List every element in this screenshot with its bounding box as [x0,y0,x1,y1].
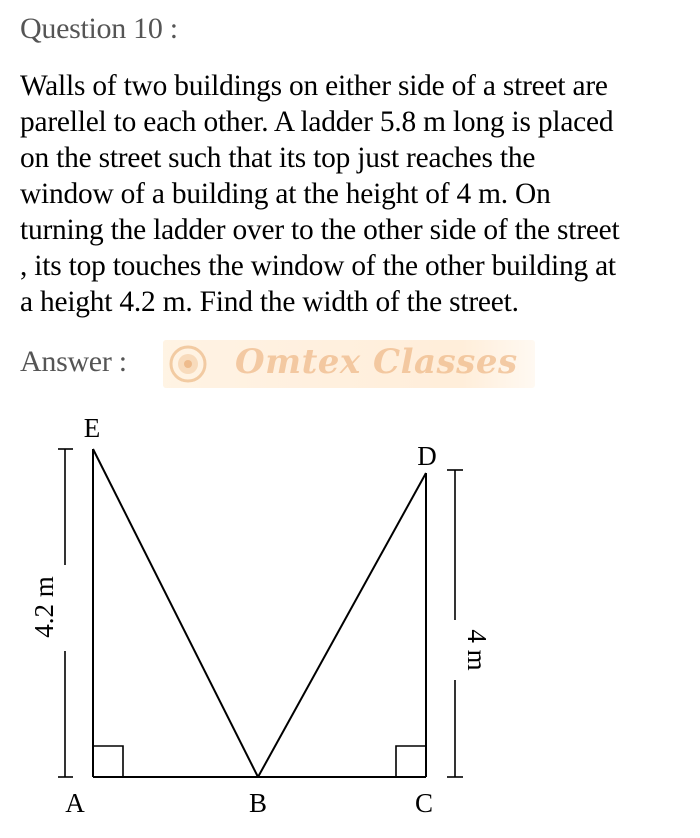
point-label-d: D [417,441,437,471]
ladder-left [93,449,258,777]
watermark-text: Omtex Classes [235,342,518,382]
question-line: window of a building at the height of 4 m. On [20,178,551,210]
ladder-right [258,473,426,777]
point-label-b: B [248,788,268,818]
point-label-a: A [65,788,85,818]
question-line: Walls of two buildings on either side of a street are [20,70,608,102]
question-line: parellel to each other. A ladder 5.8 m long is placed [20,106,614,138]
left-height-label: 4.2 m [29,576,60,638]
right-angle-mark-c [396,746,426,777]
question-heading: Question 10 : [20,12,178,45]
right-height-label: 4 m [461,629,492,671]
point-label-e: E [83,413,101,443]
point-label-c: C [414,788,434,818]
answer-label: Answer : [20,345,127,378]
question-line: on the street such that its top just reaches the [20,142,536,174]
question-line: turning the ladder over to the other side of the street [20,214,620,246]
question-line: , its top touches the window of the other building at [20,250,616,282]
question-line: a height 4.2 m. Find the width of the street. [20,286,519,318]
right-angle-mark-a [93,746,123,777]
